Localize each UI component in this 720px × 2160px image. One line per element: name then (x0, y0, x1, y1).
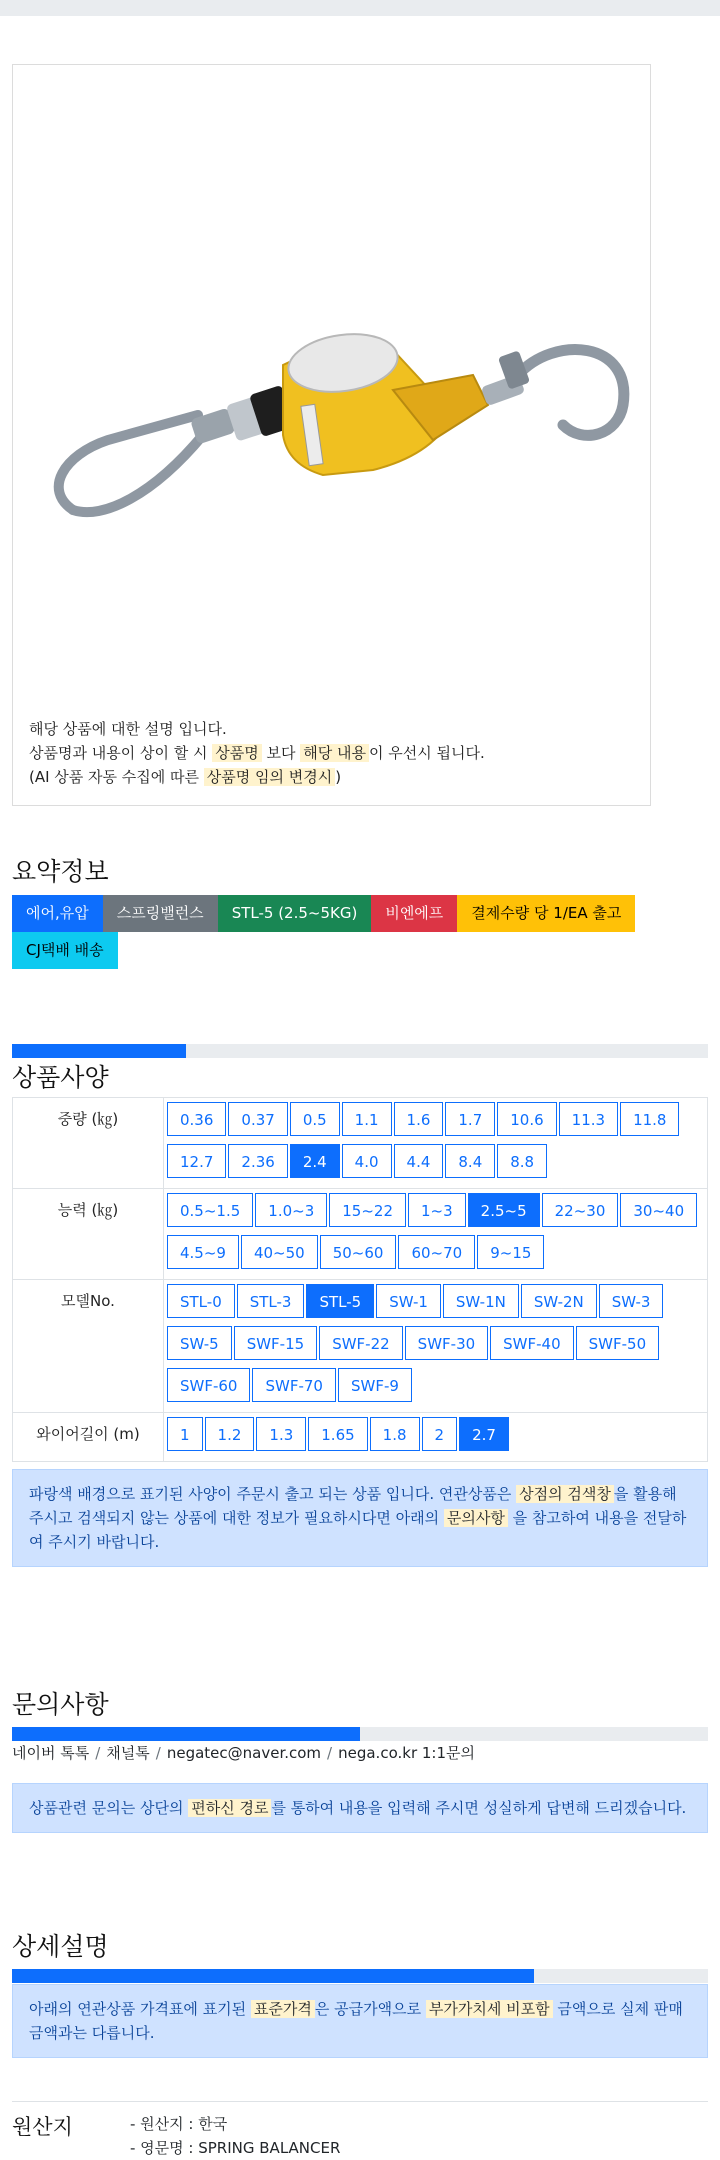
spec-option-button[interactable]: SWF-50 (576, 1326, 659, 1360)
separator: / (155, 1744, 161, 1762)
badge-model: STL-5 (2.5~5KG) (218, 895, 372, 932)
spec-progress-fill (12, 1044, 186, 1058)
detail-progress-fill (12, 1969, 534, 1983)
spec-option-button[interactable]: SWF-30 (405, 1326, 488, 1360)
inquiry-notice: 상품관련 문의는 상단의 편하신 경로 를 통하여 내용을 입력해 주시면 성실하게 답변해 드리겠습니다. (12, 1783, 708, 1833)
summary-title: 요약정보 (12, 857, 109, 886)
product-description (29, 717, 485, 789)
spec-option-button[interactable]: SW-1 (376, 1284, 441, 1318)
spec-option-button[interactable]: 8.8 (497, 1144, 547, 1178)
product-image (33, 305, 643, 565)
spec-row-options (164, 1280, 708, 1413)
spec-option-button[interactable]: 1~3 (408, 1193, 466, 1227)
detail-notice: 아래의 연관상품 가격표에 표기된 표준가격 은 공급가액으로 부가가치세 비포함 금액으로 실제 판매금액과는 다릅니다. (12, 1984, 708, 2058)
spec-title: 상품사양 (12, 1063, 109, 1092)
origin-list (130, 2112, 340, 2160)
spec-option-button[interactable]: 2 (422, 1417, 458, 1451)
spec-option-button[interactable]: 0.37 (228, 1102, 287, 1136)
spec-option-button[interactable]: STL-5 (306, 1284, 374, 1318)
inquiry-progress-bar (12, 1727, 708, 1741)
spec-row-label: 중량 (㎏) (13, 1098, 164, 1189)
description-line-1: 해당 상품에 대한 설명 입니다. (29, 720, 227, 738)
origin-label: 원산지 (12, 2115, 73, 2139)
origin-english-name: - 영문명 : SPRING BALANCER (130, 2139, 341, 2157)
contact-links (12, 1742, 475, 1763)
spec-row-options (164, 1189, 708, 1280)
separator: / (327, 1744, 333, 1762)
highlight-content: 해당 내용 (300, 744, 369, 762)
spec-option-button[interactable]: 60~70 (398, 1235, 475, 1269)
spec-table (12, 1097, 708, 1462)
spec-option-button[interactable]: SWF-9 (338, 1368, 412, 1402)
inquiry-progress-fill (12, 1727, 360, 1741)
badge-quantity: 결제수량 당 1/EA 출고 (457, 895, 635, 932)
inquiry-title: 문의사항 (12, 1690, 109, 1719)
highlight-inquiry: 문의사항 (444, 1509, 508, 1527)
spec-option-button[interactable]: SWF-15 (234, 1326, 317, 1360)
spec-option-button[interactable]: 10.6 (497, 1102, 556, 1136)
spec-option-button[interactable]: 1.2 (205, 1417, 255, 1451)
spec-option-button[interactable]: 30~40 (620, 1193, 697, 1227)
link-channel-talk[interactable]: 채널톡 (106, 1744, 150, 1762)
origin-country: - 원산지 : 한국 (130, 2115, 228, 2133)
spec-option-button[interactable]: 11.8 (620, 1102, 679, 1136)
description-line-2: 상품명과 내용이 상이 할 시 상품명 보다 해당 내용 이 우선시 됩니다. (29, 744, 485, 762)
separator: / (95, 1744, 101, 1762)
badge-category: 에어,유압 (12, 895, 103, 932)
spec-option-button[interactable]: SW-5 (167, 1326, 232, 1360)
badge-type: 스프링밸런스 (103, 895, 218, 932)
spec-option-button[interactable]: 0.5~1.5 (167, 1193, 253, 1227)
spec-row-label: 능력 (㎏) (13, 1189, 164, 1280)
product-image-box (12, 64, 651, 806)
spec-row-options (164, 1413, 708, 1462)
description-line-3: (AI 상품 자동 수집에 따른 상품명 임의 변경시 ) (29, 768, 342, 786)
spec-option-button[interactable]: STL-3 (237, 1284, 305, 1318)
spec-option-button[interactable]: 1 (167, 1417, 203, 1451)
top-bar (0, 0, 720, 16)
detail-progress-bar (12, 1969, 708, 1983)
highlight-route: 편하신 경로 (188, 1799, 271, 1817)
spec-row-label: 와이어길이 (m) (13, 1413, 164, 1462)
spec-row (13, 1098, 708, 1189)
spec-option-button[interactable]: 4.0 (342, 1144, 392, 1178)
spec-row (13, 1413, 708, 1462)
spec-option-button[interactable]: STL-0 (167, 1284, 235, 1318)
spec-row (13, 1189, 708, 1280)
spec-option-button[interactable]: 50~60 (320, 1235, 397, 1269)
link-naver-talk[interactable]: 네이버 톡톡 (12, 1744, 90, 1762)
spec-option-button[interactable]: 1.65 (308, 1417, 367, 1451)
spec-option-button[interactable]: SWF-40 (490, 1326, 573, 1360)
spec-option-button[interactable]: 22~30 (542, 1193, 619, 1227)
detail-title: 상세설명 (12, 1932, 109, 1961)
spec-option-button[interactable]: SW-1N (443, 1284, 519, 1318)
spec-option-button[interactable]: 11.3 (559, 1102, 618, 1136)
highlight-name-change: 상품명 임의 변경시 (204, 768, 335, 786)
highlight-product-name: 상품명 (212, 744, 261, 762)
link-email[interactable]: negatec@naver.com (166, 1744, 322, 1762)
spec-progress-bar (12, 1044, 708, 1058)
spec-option-button[interactable]: 9~15 (477, 1235, 544, 1269)
spec-option-button[interactable]: SWF-70 (252, 1368, 335, 1402)
badge-shipping: CJ택배 배송 (12, 932, 118, 969)
spec-notice: 파랑색 배경으로 표기된 사양이 주문시 출고 되는 상품 입니다. 연관상품은 상점의 검색창 을 활용해 주시고 검색되지 않는 상품에 대한 정보가 필요하시다면 아래의 문의사항 을 참고하여 내용을 전달하여 주시기 바랍니다. (12, 1469, 708, 1567)
spec-option-button[interactable]: 40~50 (241, 1235, 318, 1269)
highlight-vat-excluded: 부가가치세 비포함 (426, 2000, 553, 2018)
spec-option-button[interactable]: SWF-22 (319, 1326, 402, 1360)
spec-option-button[interactable]: 1.7 (445, 1102, 495, 1136)
spec-option-button[interactable]: 15~22 (329, 1193, 406, 1227)
origin-section (12, 2101, 708, 2157)
spec-option-button[interactable]: 1.3 (256, 1417, 306, 1451)
spec-option-button[interactable]: 1.6 (394, 1102, 444, 1136)
spec-option-button[interactable]: 2.7 (459, 1417, 509, 1451)
spec-option-button[interactable]: 2.4 (290, 1144, 340, 1178)
spec-option-button[interactable]: 1.0~3 (255, 1193, 327, 1227)
spec-row-options (164, 1098, 708, 1189)
spec-option-button[interactable]: 12.7 (167, 1144, 226, 1178)
spec-option-button[interactable]: SWF-60 (167, 1368, 250, 1402)
badge-brand: 비엔에프 (371, 895, 457, 932)
highlight-standard-price: 표준가격 (251, 2000, 315, 2018)
spec-option-button[interactable]: 0.36 (167, 1102, 226, 1136)
spec-option-button[interactable]: 4.5~9 (167, 1235, 239, 1269)
spec-option-button[interactable]: 2.36 (228, 1144, 287, 1178)
spec-option-button[interactable]: 1.8 (370, 1417, 420, 1451)
spec-option-button[interactable]: SW-3 (599, 1284, 664, 1318)
spec-option-button[interactable]: 8.4 (445, 1144, 495, 1178)
spec-option-button[interactable]: 1.1 (342, 1102, 392, 1136)
spec-option-button[interactable]: 2.5~5 (468, 1193, 540, 1227)
link-one-on-one[interactable]: nega.co.kr 1:1문의 (338, 1744, 475, 1762)
spec-option-button[interactable]: SW-2N (521, 1284, 597, 1318)
highlight-search: 상점의 검색창 (516, 1485, 614, 1503)
summary-badges (12, 895, 702, 969)
spec-option-button[interactable]: 0.5 (290, 1102, 340, 1136)
spec-row (13, 1280, 708, 1413)
spec-option-button[interactable]: 4.4 (394, 1144, 444, 1178)
spec-row-label: 모델No. (13, 1280, 164, 1413)
